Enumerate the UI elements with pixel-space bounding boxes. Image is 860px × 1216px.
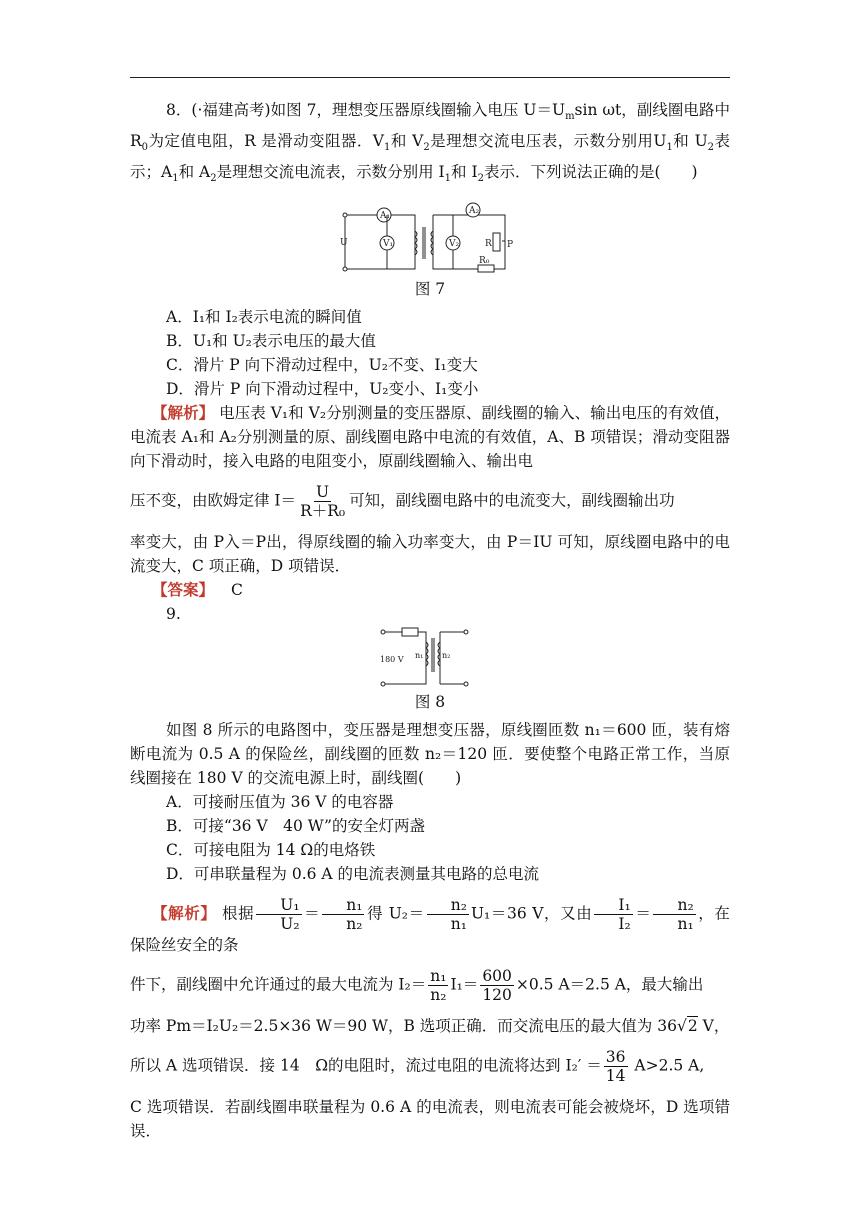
svg-text:V₁: V₁ <box>383 239 394 250</box>
svg-text:A₂: A₂ <box>469 206 480 217</box>
q8-option-a: A．I₁和 I₂表示电流的瞬间值 <box>166 308 362 327</box>
q9-analysis-line5: C 选项错误．若副线圈串联量程为 0.6 A 的电流表，则电流表可能会被烧坏，D 选项错误． <box>130 1098 730 1141</box>
svg-text:A₁: A₁ <box>380 211 391 222</box>
analysis-tag: 【解析】 <box>152 403 215 423</box>
q9-option-a: A．可接耐压值为 36 V 的电容器 <box>166 793 394 812</box>
q8-stem: 8．(·福建高考)如图 7，理想变压器原线圈输入电压 $U=U_m\sin$ ωt，副线圈电路中 $R_0$为定值电阻，R 是滑动变阻器．$V_1$和 $V_2$是理想交流电压表，示数分别用$U_1$和 $U_2$表示；$A_1$和 $A_2$是理想交流电流表，示数分别用 $I_1$和 $I_2$表示．下列说法正确的是( ) <box>130 101 730 185</box>
header-rule <box>130 77 730 78</box>
svg-text:R: R <box>485 239 492 250</box>
q8-option-b: B．U₁和 U₂表示电压的最大值 <box>166 332 376 351</box>
fig8-voltage: 180 V <box>380 655 404 665</box>
svg-text:P: P <box>507 240 514 251</box>
document-body <box>130 98 730 1143</box>
q9-analysis-tag: 【解析】 <box>152 903 217 923</box>
q9-option-d: D．可串联量程为 0.6 A 的电流表测量其电路的总电流 <box>166 865 540 884</box>
figure-8-caption: 图 8 <box>414 693 446 712</box>
q9-analysis-line3: 功率 Pm＝I₂U₂＝2.5×36 W＝90 W，B 选项正确．而交流电压的最大值为 36√2 V， <box>130 1017 730 1036</box>
svg-text:R₀: R₀ <box>479 256 490 267</box>
q8-answer: 【答案】 C <box>152 580 243 600</box>
figure-8-circuit <box>130 626 730 690</box>
q8-analysis-ohm: 压不变，由欧姆定律 I＝ $\frac{U}{\text{R＋R₀}}$ 可知，副线圈电路中的电流变大，副线圈输出功 <box>130 483 675 521</box>
svg-text:n₁: n₁ <box>415 651 424 661</box>
q9-analysis-line2: 件下，副线圈中允许通过的最大电流为 I₂＝ $\frac{\text{n₁}}{\text{n₂}}$ I₁＝ $\frac{600}{120}$ ×0.5 A＝2.5 A，最大输出 <box>130 967 704 1005</box>
q8-analysis: 【解析】 电压表 V₁和 V₂分别测量的变压器原、副线圈的输入、输出电压的有效值，电流表 A₁和 A₂分别测量的原、副线圈电路中电流的有效值，A、B 项错误；滑动变阻器向下滑动时，接入电路的电阻变小，原副线圈输入、输出电 <box>130 403 730 471</box>
q9-option-b: B．可接“36 V 40 W”的安全灯两盏 <box>166 817 425 836</box>
figure-7-caption: 图 7 <box>414 280 446 299</box>
answer-tag: 【答案】 <box>152 580 215 600</box>
svg-text:V₂: V₂ <box>449 239 460 250</box>
figure-7-circuit <box>130 197 730 277</box>
q8-option-d: D．滑片 P 向下滑动过程中，U₂变小、I₁变小 <box>166 380 479 399</box>
q9-analysis-line4: 所以 A 选项错误．接 14 Ω的电阻时，流过电阻的电流将达到 I₂′ ＝ $\frac{36}{14}$ A>2.5 A, <box>130 1048 705 1086</box>
q8-option-c: C．滑片 P 向下滑动过程中，U₂不变、I₁变大 <box>166 356 478 375</box>
svg-text:n₂: n₂ <box>442 651 451 661</box>
svg-text:U: U <box>340 238 348 249</box>
q9-analysis-line1: 【解析】 根据 $\frac{\text{U₁}}{\text{U₂}}$ ＝ $\frac{\text{n₁}}{\text{n₂}}$ 得 U₂＝ $\frac{\text{n₂}}{\text{n₁}}$ U₁＝36 V，又由 $\frac{\text{I₁}}{\text{I₂}}$ ＝ $\frac{\text{n₂}}{\text{n₁}}$ ，在保险丝安全的条 <box>130 896 730 955</box>
q8-analysis-end: 率变大，由 P入＝P出，得原线圈的输入功率变大，由 P＝IU 可知，原线圈电路中的电流变大，C 项正确，D 项错误． <box>130 533 730 576</box>
q9-number: 9. <box>166 605 181 624</box>
q9-stem: 如图 8 所示的电路图中，变压器是理想变压器，原线圈匝数 n₁＝600 匝，装有熔断电流为 0.5 A 的保险丝，副线圈的匝数 n₂＝120 匝．要使整个电路正常工作，当原线圈接在 180 V 的交流电源上时，副线圈( ) <box>130 721 730 788</box>
q9-option-c: C．可接电阻为 14 Ω的电烙铁 <box>166 841 376 860</box>
